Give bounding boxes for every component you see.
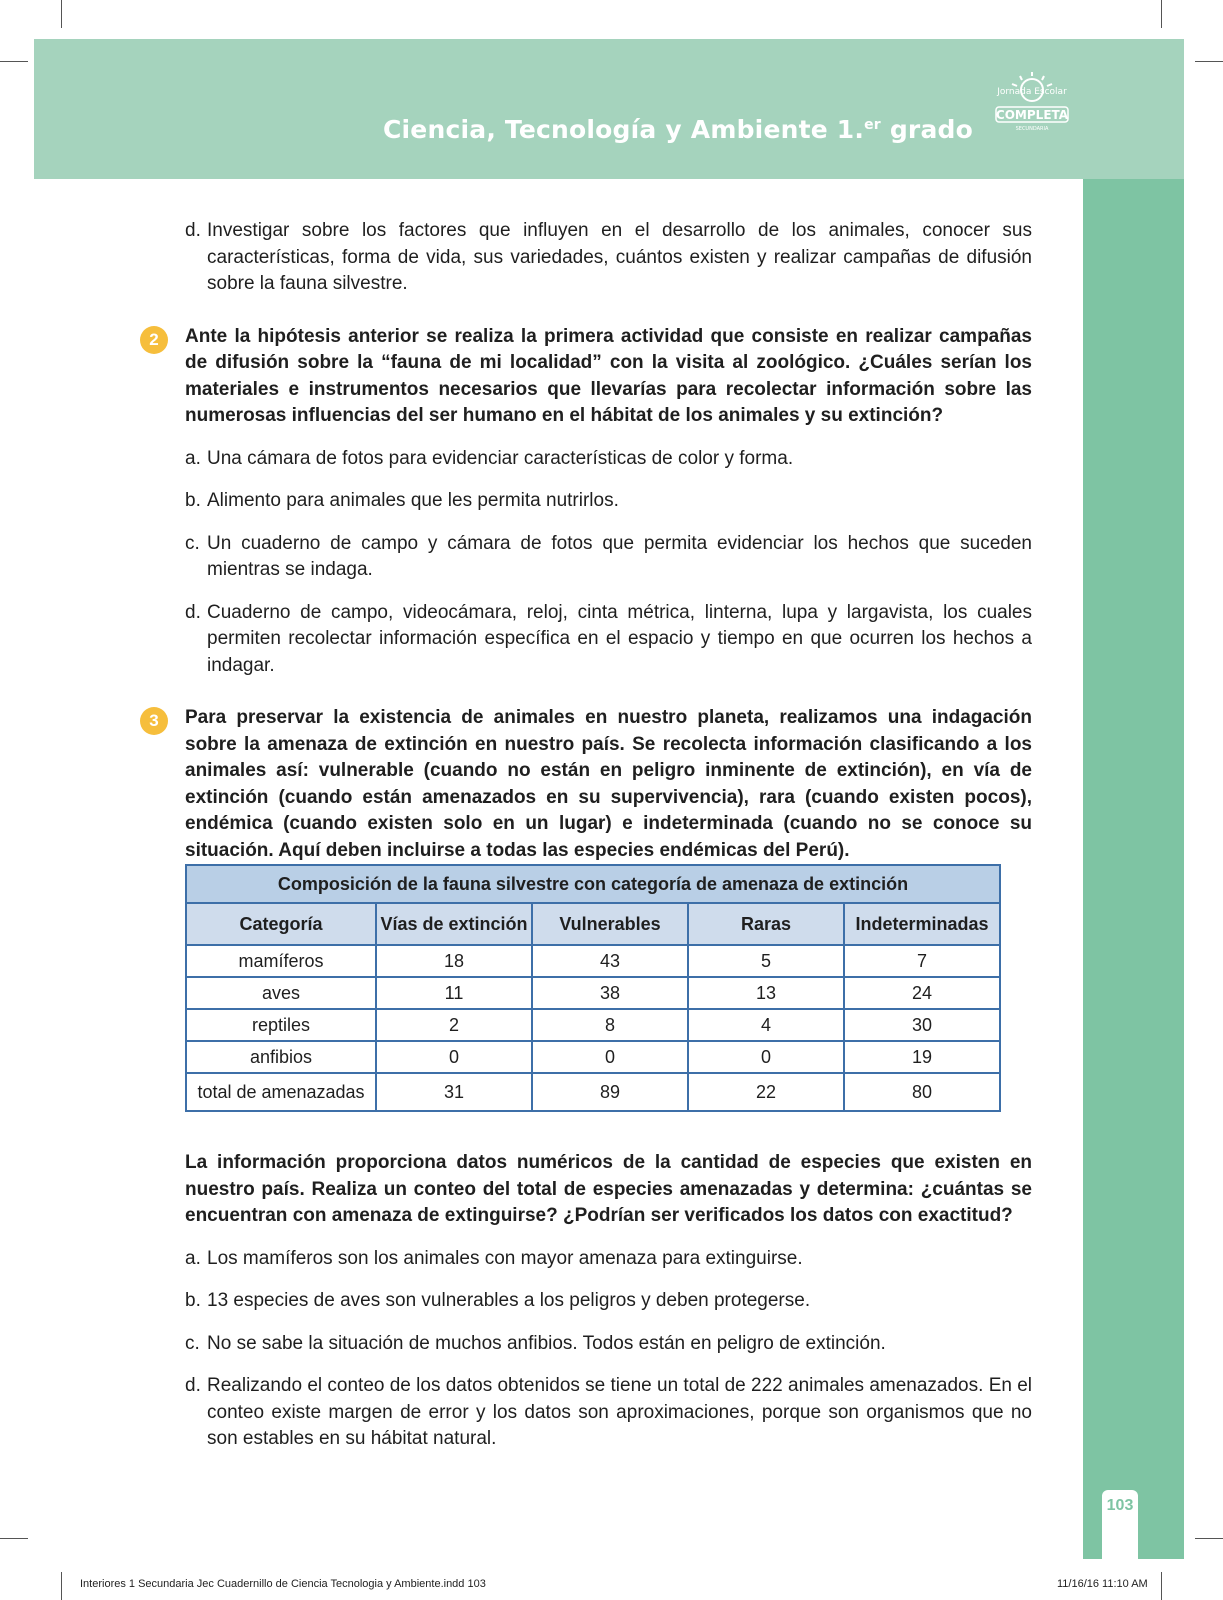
crop-mark	[1161, 1572, 1162, 1600]
table-cell: 30	[844, 1009, 1000, 1041]
q2-option-b	[140, 488, 1032, 515]
table-row	[186, 945, 1000, 977]
q3-option-b	[140, 1288, 1032, 1315]
table-cell: reptiles	[186, 1009, 376, 1041]
title-end: grado	[880, 115, 973, 144]
logo-text-top: Jornada Escolar	[997, 87, 1067, 97]
crop-mark	[61, 0, 62, 28]
crop-mark	[61, 1572, 62, 1600]
logo-text-bottom: SECUNDARIA	[1015, 126, 1049, 132]
option-letter: a.	[185, 447, 201, 469]
option-text: Alimento para animales que les permita nutrirlos.	[207, 490, 619, 511]
question-3-follow-up	[140, 1150, 1032, 1230]
option-letter: a.	[185, 1247, 201, 1269]
table-cell: 8	[532, 1009, 688, 1041]
table-cell: 18	[376, 945, 532, 977]
q3-option-d	[140, 1373, 1032, 1453]
q2-option-a	[140, 446, 1032, 473]
table-header-extinction: Vías de extinción	[376, 903, 532, 945]
table-cell: 19	[844, 1041, 1000, 1073]
option-text: Investigar sobre los factores que influyen en el desarrollo de los animales, conocer sus características, forma de vida, sus variedades, cuántos existen y realizar campañas de difusión sobre la fauna silvestre.	[207, 220, 1032, 294]
title-superscript: er	[864, 117, 881, 133]
table-cell: 38	[532, 977, 688, 1009]
main-content	[140, 218, 1032, 864]
crop-mark	[1195, 1538, 1223, 1539]
logo-text-main: COMPLETA	[995, 108, 1069, 122]
q2-option-c	[140, 531, 1032, 584]
option-letter: b.	[185, 1290, 201, 1311]
crop-mark	[1161, 0, 1162, 28]
table-cell: 43	[532, 945, 688, 977]
table-cell: 80	[844, 1073, 1000, 1111]
q3-option-c	[140, 1331, 1032, 1358]
jornada-escolar-completa-logo	[990, 60, 1074, 144]
option-text: Los mamíferos son los animales con mayor amenaza para extinguirse.	[207, 1247, 803, 1269]
table-cell: 0	[688, 1041, 844, 1073]
title-main: Ciencia, Tecnología y Ambiente 1.	[382, 115, 865, 144]
table-caption: Composición de la fauna silvestre con categoría de amenaza de extinción	[186, 865, 1000, 903]
footer-timestamp: 11/16/16 11:10 AM	[1057, 1578, 1148, 1590]
table-cell: 4	[688, 1009, 844, 1041]
table-cell: anfibios	[186, 1041, 376, 1073]
option-letter: d.	[185, 601, 201, 623]
q2-option-d	[140, 600, 1032, 680]
option-letter: c.	[185, 1332, 200, 1354]
crop-mark	[1195, 61, 1223, 62]
page-number: 103	[1106, 1497, 1134, 1514]
table-header-rare: Raras	[688, 903, 844, 945]
table-cell: 89	[532, 1073, 688, 1111]
table-cell: 22	[688, 1073, 844, 1111]
fauna-threat-table	[185, 864, 1001, 1112]
option-text: Un cuaderno de campo y cámara de fotos que permita evidenciar los hechos que suceden mientras se indaga.	[207, 532, 1032, 580]
table-cell: 31	[376, 1073, 532, 1111]
option-text: Realizando el conteo de los datos obtenidos se tiene un total de 222 animales amenazados. En el conteo existe margen de error y los datos son aproximaciones, porque son organismos que no son estables en su hábitat natural.	[207, 1375, 1032, 1449]
question-3	[140, 705, 1032, 864]
question-number-badge: 2	[140, 326, 168, 354]
lower-content	[140, 1150, 1032, 1453]
table-header-vulnerable: Vulnerables	[532, 903, 688, 945]
table-cell: 5	[688, 945, 844, 977]
footer-file-info: Interiores 1 Secundaria Jec Cuadernillo de Ciencia Tecnologia y Ambiente.indd 103	[80, 1578, 486, 1590]
table-header-indeterminate: Indeterminadas	[844, 903, 1000, 945]
option-d-previous	[140, 218, 1032, 298]
table-cell: 24	[844, 977, 1000, 1009]
table-cell: 7	[844, 945, 1000, 977]
option-letter: b.	[185, 490, 201, 511]
option-text: No se sabe la situación de muchos anfibios. Todos están en peligro de extinción.	[207, 1332, 886, 1354]
question-2	[140, 324, 1032, 430]
table-row	[186, 1041, 1000, 1073]
q3-option-a	[140, 1246, 1032, 1273]
option-letter: d.	[185, 220, 201, 241]
table-cell: 11	[376, 977, 532, 1009]
question-text: Ante la hipótesis anterior se realiza la primera actividad que consiste en realizar campañas de difusión sobre la “fauna de mi localidad” con la visita al zoológico. ¿Cuáles serían los materiales e instrumentos necesarios que llevarías para recolectar información sobre las numerosas influencias del ser humano en el hábitat de los animales y su extinción?	[185, 325, 1032, 426]
table-cell: mamíferos	[186, 945, 376, 977]
table-cell: 13	[688, 977, 844, 1009]
crop-mark	[0, 61, 28, 62]
table-cell: 2	[376, 1009, 532, 1041]
table-cell: aves	[186, 977, 376, 1009]
table-row	[186, 977, 1000, 1009]
option-text: Una cámara de fotos para evidenciar características de color y forma.	[207, 447, 794, 469]
table-header-category: Categoría	[186, 903, 376, 945]
follow-up-text: La información proporciona datos numéricos de la cantidad de especies que existen en nuestro país. Realiza un conteo del total de especies amenazadas y determina: ¿cuántas se encuentran con amenaza de extinguirse? ¿Podrían ser verificados los datos con exactitud?	[185, 1152, 1032, 1226]
table-cell: 0	[532, 1041, 688, 1073]
table-cell: total de amenazadas	[186, 1073, 376, 1111]
option-text: 13 especies de aves son vulnerables a los peligros y deben protegerse.	[207, 1290, 811, 1311]
table-row	[186, 1009, 1000, 1041]
table-row-total	[186, 1073, 1000, 1111]
page-title	[273, 115, 973, 144]
question-text: Para preservar la existencia de animales en nuestro planeta, realizamos una indagación sobre la amenaza de extinción en nuestro país. Se recolecta información clasificando a los animales así: vulnerable (cuando no están en peligro inminente de extinción), en vía de extinción (cuando están amenazados en su supervivencia), rara (cuando existen pocos), endémica (cuando existen solo en un lugar) e indeterminada (cuando no se conoce su situación. Aquí deben incluirse a todas las especies endémicas del Perú).	[185, 707, 1032, 861]
option-text: Cuaderno de campo, videocámara, reloj, cinta métrica, linterna, lupa y largavista, los cuales permiten recolectar información específica en el espacio y tiempo en que ocurren los hechos a indagar.	[207, 601, 1032, 676]
table-cell: 0	[376, 1041, 532, 1073]
side-band	[1083, 179, 1184, 1559]
question-number-badge: 3	[140, 707, 168, 735]
crop-mark	[0, 1538, 28, 1539]
option-letter: c.	[185, 532, 200, 554]
option-letter: d.	[185, 1375, 201, 1396]
